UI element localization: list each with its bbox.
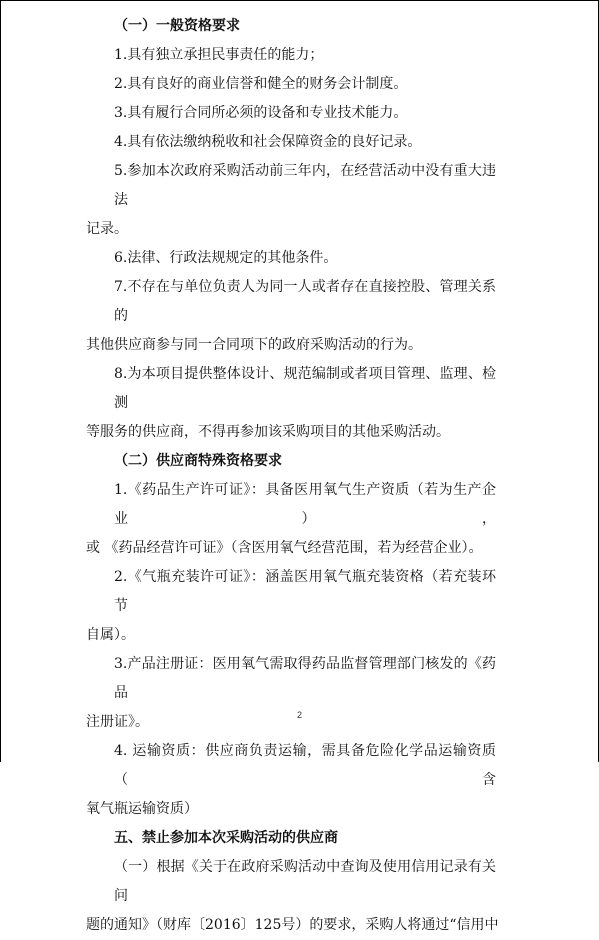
- special-item-4-line-1: 4. 运输资质：供应商负责运输，需具备危险化学品运输资质（含: [114, 743, 496, 788]
- requirement-item-2: 2.具有良好的商业信誉和健全的财务会计制度。: [114, 76, 408, 92]
- requirement-item-1: 1.具有独立承担民事责任的能力；: [114, 47, 324, 63]
- special-item-3-line-2: 注册证》。: [86, 714, 149, 730]
- page-number: 2: [296, 710, 302, 720]
- special-item-1-line-1: 1.《药品生产许可证》：具备医用氧气生产资质（若为生产企业），: [114, 482, 496, 527]
- requirement-item-6: 6.法律、行政法规规定的其他条件。: [114, 250, 338, 266]
- requirement-item-5-line-2: 记录。: [86, 221, 128, 237]
- section-heading-general-qualifications: （一）一般资格要求: [114, 18, 240, 34]
- requirement-item-8-line-1: 8.为本项目提供整体设计、规范编制或者项目管理、监理、检测: [114, 366, 496, 411]
- requirement-item-7-line-2: 其他供应商参与同一合同项下的政府采购活动的行为。: [86, 337, 422, 353]
- requirement-item-3: 3.具有履行合同所必须的设备和专业技术能力。: [114, 105, 408, 121]
- requirement-item-4: 4.具有依法缴纳税收和社会保障资金的良好记录。: [114, 134, 422, 150]
- page-border-top: [0, 0, 599, 1]
- prohibited-item-1-line-2: 题的通知》（财库〔2016〕125号）的要求，采购人将通过“信用中: [86, 917, 499, 933]
- requirement-item-8-line-2: 等服务的供应商，不得再参加该采购项目的其他采购活动。: [86, 424, 450, 440]
- requirement-item-7-line-1: 7.不存在与单位负责人为同一人或者存在直接控股、管理关系的: [114, 279, 496, 324]
- requirement-item-5-line-1: 5.参加本次政府采购活动前三年内，在经营活动中没有重大违法: [114, 163, 496, 208]
- section-heading-prohibited-suppliers: 五、禁止参加本次采购活动的供应商: [114, 830, 338, 846]
- special-item-4-line-2: 氧气瓶运输资质）: [86, 801, 198, 817]
- section-heading-special-qualifications: （二）供应商特殊资格要求: [114, 453, 282, 469]
- special-item-1-line-2: 或 《药品经营许可证》（含医用氧气经营范围，若为经营企业）。: [86, 540, 483, 556]
- special-item-2-line-1: 2.《气瓶充装许可证》：涵盖医用氧气瓶充装资格（若充装环节: [114, 569, 496, 614]
- special-item-3-line-1: 3.产品注册证：医用氧气需取得药品监督管理部门核发的《药品: [114, 656, 496, 701]
- page-border-left: [0, 0, 1, 762]
- prohibited-item-1-line-1: （一）根据《关于在政府采购活动中查询及使用信用记录有关问: [114, 859, 496, 904]
- special-item-2-line-2: 自属）。: [86, 627, 135, 643]
- document-body: [86, 12, 499, 940]
